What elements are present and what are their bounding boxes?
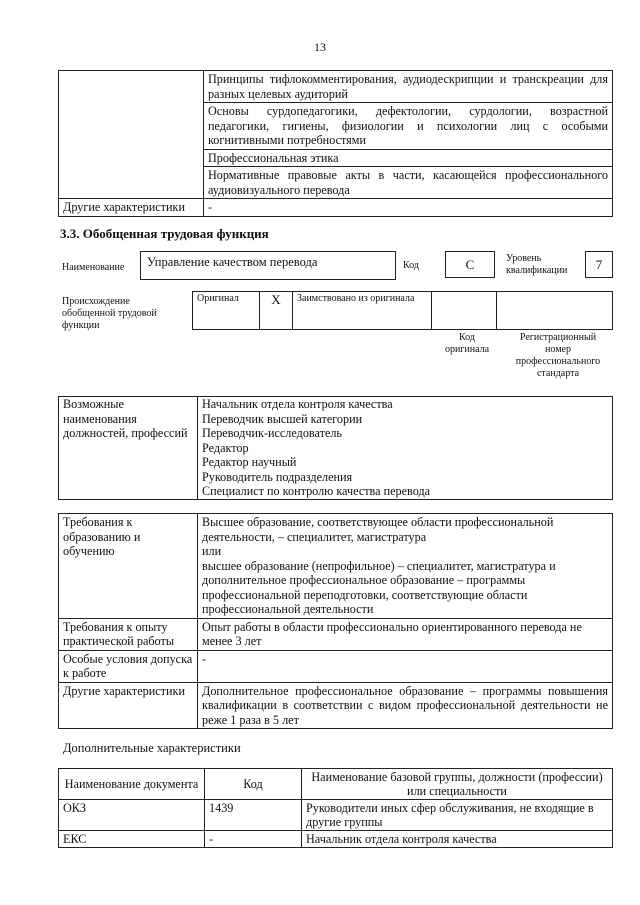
education-value xyxy=(198,514,613,619)
table-row xyxy=(59,831,613,848)
original-mark: X xyxy=(260,292,293,330)
position-item: Переводчик высшей категории xyxy=(198,412,613,427)
level-value: 7 xyxy=(585,251,613,278)
row-code: 1439 xyxy=(205,800,302,831)
position-item: Редактор xyxy=(198,441,613,456)
position-item: Переводчик-исследователь xyxy=(198,426,613,441)
req-other-label: Другие характеристики xyxy=(59,682,198,729)
row-doc: ОКЗ xyxy=(59,800,205,831)
knowledge-label-cell xyxy=(59,71,204,199)
knowledge-item: Принципы тифлокомментирования, аудиодескрипции и транскреации для разных целевых аудиторий xyxy=(204,71,613,103)
additional-table xyxy=(58,768,613,848)
position-item: Редактор научный xyxy=(198,455,613,470)
name-value: Управление качеством перевода xyxy=(140,251,396,280)
reg-number-label: Регистрационный номер профессионального стандарта xyxy=(515,332,601,379)
education-line: или xyxy=(202,544,222,558)
experience-value: Опыт работы в области профессионально ориентированного перевода не менее 3 лет xyxy=(198,618,613,650)
col-doc-header: Наименование документа xyxy=(59,769,205,800)
code-original-label: Код оригинала xyxy=(444,332,490,355)
position-item: Начальник отдела контроля качества xyxy=(198,397,613,412)
page-number: 13 xyxy=(314,40,326,54)
additional-heading: Дополнительные характеристики xyxy=(63,741,241,755)
code-label: Код xyxy=(403,260,419,271)
row-name: Руководители иных сфер обслуживания, не входящие в другие группы xyxy=(302,800,613,831)
row-doc: ЕКС xyxy=(59,831,205,848)
code-value: C xyxy=(445,251,495,278)
col-code-header: Код xyxy=(205,769,302,800)
name-label: Наименование xyxy=(62,262,125,273)
education-line: профессиональной деятельности xyxy=(202,602,374,616)
position-item: Специалист по контролю качества перевода xyxy=(198,484,613,499)
education-line: профессиональной переподготовки, соответствующие области xyxy=(202,587,528,602)
origin-label: Происхождение обобщенной трудовой функции xyxy=(62,296,157,331)
position-item: Руководитель подразделения xyxy=(198,470,613,485)
knowledge-item: Основы сурдопедагогики, дефектологии, сурдологии, возрастной педагогики, гигиены, физиологии и психологии лиц с особыми когнитивными потребностями xyxy=(204,103,613,150)
education-line: дополнительное профессиональное образование – программы xyxy=(202,573,526,587)
education-label: Требования к образованию и обучению xyxy=(59,514,198,619)
positions-table xyxy=(58,396,613,500)
other-characteristics-value: - xyxy=(204,199,613,217)
level-label: Уровень квалификации xyxy=(506,253,568,276)
section-title: 3.3. Обобщенная трудовая функция xyxy=(60,226,269,241)
education-line: Высшее образование, соответствующее области профессиональной xyxy=(202,515,554,529)
knowledge-table xyxy=(58,70,613,217)
row-name: Начальник отдела контроля качества xyxy=(302,831,613,848)
origin-table xyxy=(192,291,613,330)
other-characteristics-label: Другие характеристики xyxy=(59,199,204,217)
education-line: деятельности, – специалитет, магистратура xyxy=(202,529,427,544)
original-label: Оригинал xyxy=(193,292,260,330)
positions-label: Возможные наименования должностей, профессий xyxy=(59,397,198,500)
education-line: высшее образование (непрофильное) – специалитет, магистратура и xyxy=(202,558,556,573)
col-name-header: Наименование базовой группы, должности (профессии) или специальности xyxy=(302,769,613,800)
conditions-value: - xyxy=(198,650,613,682)
reg-number-cell xyxy=(497,292,613,330)
row-code: - xyxy=(205,831,302,848)
req-other-value: Дополнительное профессиональное образование – программы повышения квалификации в соответствии с видом профессиональной деятельности не реже 1 раза в 5 лет xyxy=(198,682,613,729)
knowledge-item: Нормативные правовые акты в части, касающейся профессионального аудиовизуального перевода xyxy=(204,167,613,199)
borrowed-label: Заимствовано из оригинала xyxy=(293,292,432,330)
conditions-label: Особые условия допуска к работе xyxy=(59,650,198,682)
knowledge-item: Профессиональная этика xyxy=(204,149,613,167)
code-original-cell xyxy=(432,292,497,330)
table-row xyxy=(59,800,613,831)
experience-label: Требования к опыту практической работы xyxy=(59,618,198,650)
requirements-table xyxy=(58,513,613,729)
